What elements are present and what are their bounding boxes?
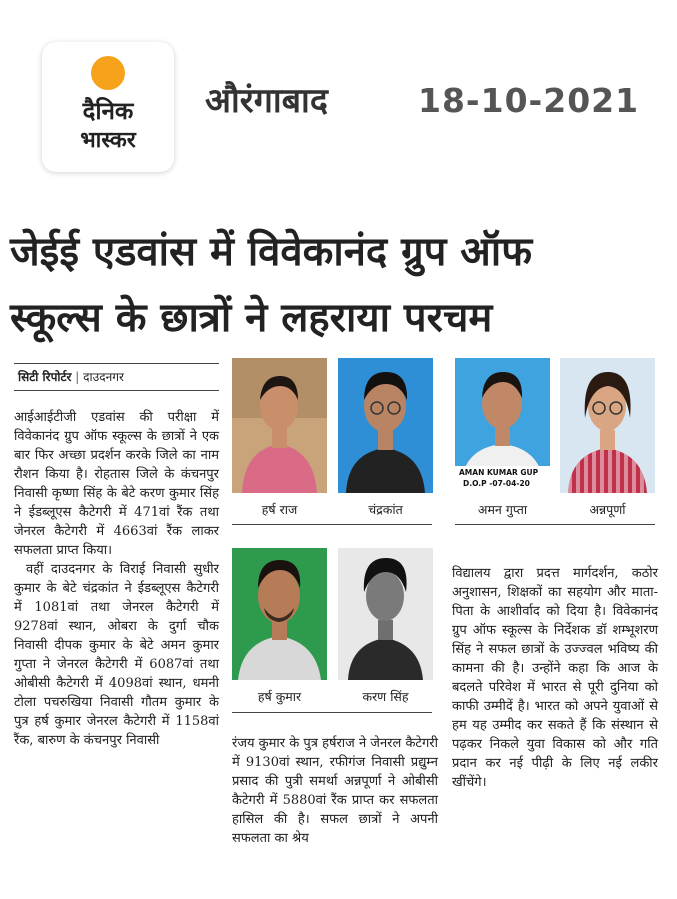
name-board-line-2: D.O.P -07-04-20 xyxy=(463,479,530,488)
article-paragraph: आईआईटीजी एडवांस की परीक्षा में विवेकानंद ग्रुप ऑफ स्कूल्स के छात्रों ने एक बार फिर अच्छा प्रदर्शन करके जिले का नाम रौशन किया है। रोहतास जिले के कंचनपुर निवासी कृष्णा सिंह के बेटे करण कुमार सिंह ने ईडब्लूएस कैटेगरी में 471वां रैंक तथा जेनरल कैटेगरी में 4663वां रैंक लाकर सफलता प्राप्त किया। xyxy=(14,410,219,558)
photo-karan-singh xyxy=(338,548,433,680)
article-column-3: विद्यालय द्वारा प्रदत्त मार्गदर्शन, कठोर अनुशासन, शिक्षकों का सहयोग और माता-पिता के आशीर्वाद को दिया है। विवेकानंद ग्रुप ऑफ स्कूल्स के निर्देशक डॉ शम्भूशरण सिंह ने सफल छात्रों के उज्ज्वल भविष्य की कामना की है। उन्होंने कहा कि आज के बदलते परिवेश में भारत से पूरी दुनिया को काफी उम्मीदें है। भारत को अपने युवाओं से हम यह उम्मीद कर सकते हैं कि संस्थान से पढ़कर निकले युवा विकास को और गति प्रदान कर नई पीढ़ी के लिए नई लकीर खींचेंगे। xyxy=(452,566,658,790)
article-paragraph: वहीं दाउदनगर के विराई निवासी सुधीर कुमार के बेटे चंद्रकांत ने ईडब्लूएस कैटेगरी में 1081वां तथा जेनरल कैटेगरी में 9278वां स्थान, ओबरा के दुर्गा चौक निवासी दीपक कुमार के बेटे अमन कुमार गुप्ता ने जेनरल कैटेगरी में 6087वां तथा ओबीसी कैटेगरी में 4098वां स्थान, धमनी टोला पचरुखिया निवासी गौतम कुमार के पुत्र हर्ष कुमार जेनरल कैटेगरी में 1158वां रैंक, बारुण के कंचनपुर निवासी xyxy=(14,562,219,748)
edition-date: 18-10-2021 xyxy=(418,81,640,120)
logo-line-2: भास्कर xyxy=(80,128,136,153)
reporter-label: सिटी रिपोर्टर xyxy=(18,370,72,384)
article-column-2: रंजय कुमार के पुत्र हर्षराज ने जेनरल कैटेगरी में 9130वां स्थान, रफीगंज निवासी प्रद्युम्न प्रसाद की पुत्री समर्था अन्नपूर्णा ने ओबीसी कैटेगरी में 5880वां रैंक प्राप्त कर सफलता हासिल की है। सफल छात्रों ने अपनी सफलता का श्रेय xyxy=(232,736,438,846)
caption-rule-left xyxy=(232,524,432,525)
byline-separator: | xyxy=(75,370,84,384)
caption-annapurna: अन्नपूर्णा xyxy=(589,502,626,517)
caption-chandrakant: चंद्रकांत xyxy=(368,502,403,517)
dainik-bhaskar-logo xyxy=(42,42,174,172)
city-name: औरंगाबाद xyxy=(205,81,328,121)
headline-line-2: स्कूल्स के छात्रों ने लहराया परचम xyxy=(10,295,493,341)
byline xyxy=(18,368,124,385)
caption-harsh-kumar: हर्ष कुमार xyxy=(257,689,302,704)
photo-harsh-raj xyxy=(232,358,327,493)
headline-line-1: जेईई एडवांस में विवेकानंद ग्रुप ऑफ xyxy=(10,229,533,275)
byline-place: दाउदनगर xyxy=(83,370,124,384)
caption-karan-singh: करण सिंह xyxy=(362,689,409,704)
byline-top-rule xyxy=(14,363,219,364)
caption-rule-lower xyxy=(232,712,432,713)
photo-harsh-kumar xyxy=(232,548,327,680)
name-board-line-1: AMAN KUMAR GUP xyxy=(459,468,539,477)
byline-bottom-rule xyxy=(14,390,219,391)
article-column-1 xyxy=(14,408,219,750)
caption-aman-gupta: अमन गुप्ता xyxy=(477,502,528,517)
photo-chandrakant xyxy=(338,358,433,493)
caption-rule-right xyxy=(455,524,655,525)
sun-icon xyxy=(91,56,125,90)
photo-annapurna xyxy=(560,358,655,493)
caption-harsh-raj: हर्ष राज xyxy=(261,502,298,517)
logo-line-1: दैनिक xyxy=(82,97,134,125)
photo-aman-gupta xyxy=(455,358,550,493)
